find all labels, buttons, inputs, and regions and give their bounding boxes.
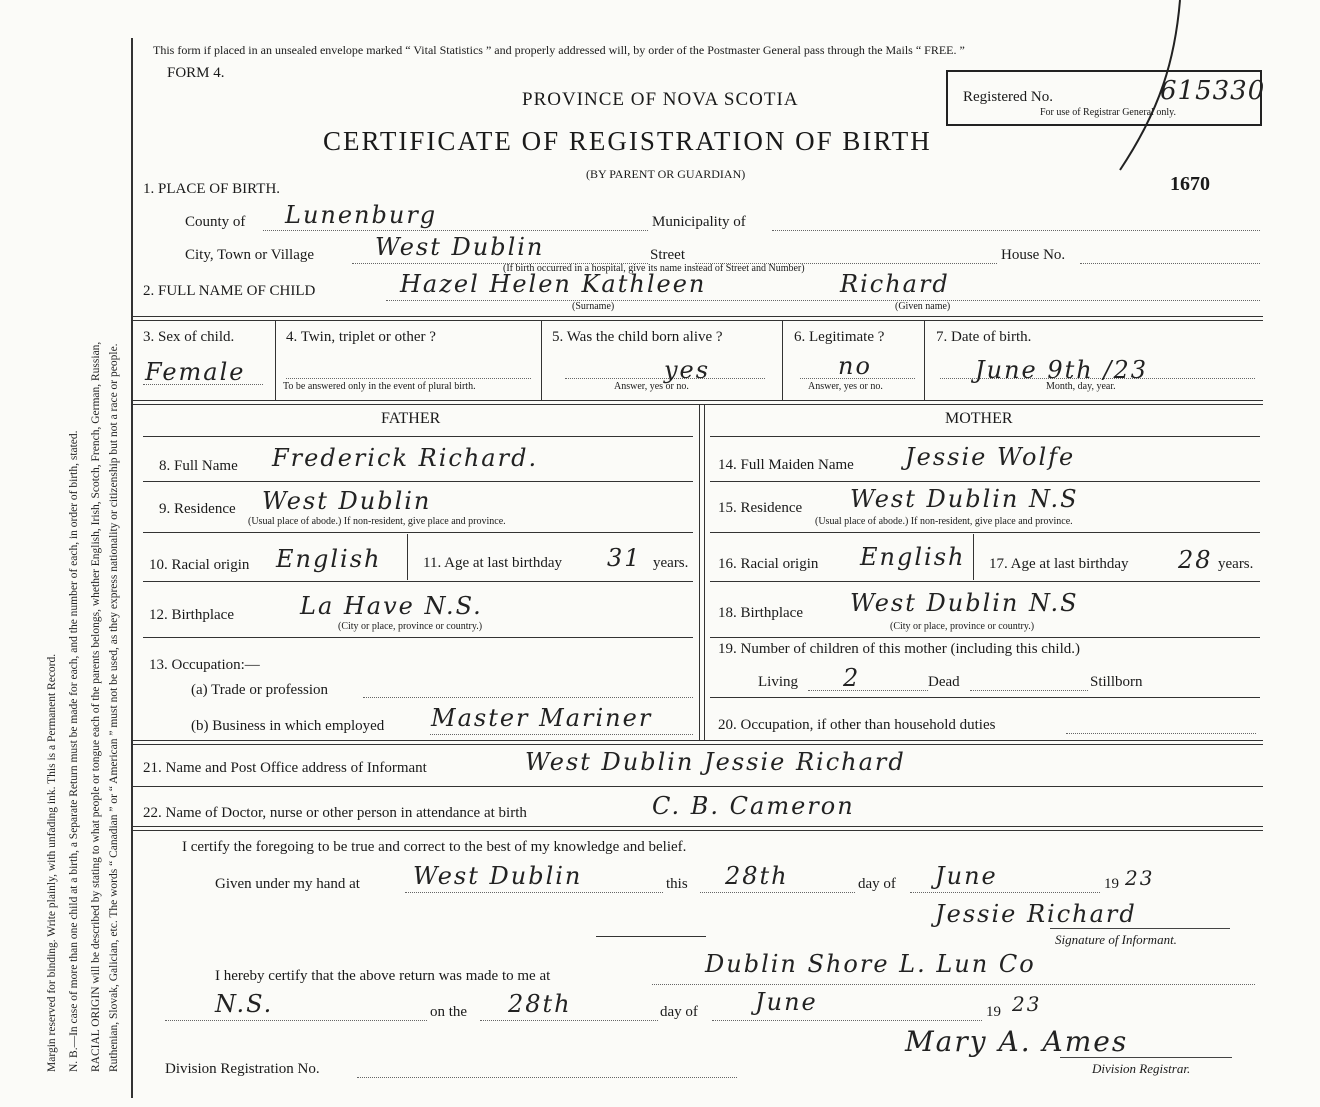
registration-year-prefix: 19 [986,1004,1001,1020]
this-label: this [666,876,688,892]
mother-birthplace-value: West Dublin N.S [850,589,1079,617]
father-residence-label: 9. Residence [159,501,236,517]
legitimate-label: 6. Legitimate ? [794,329,885,345]
mother-name-value: Jessie Wolfe [905,443,1076,471]
trade-label: (a) Trade or profession [191,682,329,698]
mother-heading: MOTHER [945,410,1013,427]
registration-year-value: 23 [1012,992,1042,1016]
dob-label: 7. Date of birth. [936,329,1032,345]
alive-note: Answer, yes or no. [614,381,689,392]
stillborn-label: Stillborn [1090,674,1143,690]
year-prefix: 19 [1104,876,1119,892]
business-value: Master Mariner [431,704,653,732]
mother-residence-label: 15. Residence [718,500,803,516]
legitimate-note: Answer, yes or no. [808,381,883,392]
informant-label: 21. Name and Post Office address of Informant [143,760,427,776]
day-of-label: day of [858,876,896,892]
registration-month-value: June [755,988,818,1016]
business-label: (b) Business in which employed [191,718,385,734]
mother-birthplace-note: (City or place, province or country.) [890,621,1035,632]
given-under-label: Given under my hand at [215,876,360,892]
child-given-names: Hazel Helen Kathleen [400,270,707,298]
margin-note-racial-origin-2: Ruthenian, Slovak, Galician, etc. The words “ Canadian ” or “ American ” must not be used, as they express nationality or citizenship but not a race or people. [108,343,120,1072]
county-value: Lunenburg [285,201,438,229]
mother-occupation-label: 20. Occupation, if other than household duties [718,717,996,733]
municipality-label: Municipality of [652,214,746,230]
dob-value: June 9th /23 [975,356,1148,384]
mail-notice: This form if placed in an unsealed envelope marked “ Vital Statistics ” and properly addressed will, by order of the Postmaster General pass through the Mails “ FREE. ” [153,43,965,57]
twin-note: To be answered only in the event of plural birth. [283,381,476,392]
hereby-certify-text: I hereby certify that the above return was made to me at [215,968,551,984]
father-birthplace-value: La Have N.S. [300,592,483,620]
father-residence-note: (Usual place of abode.) If non-resident, give place and province. [248,516,506,527]
province-heading: PROVINCE OF NOVA SCOTIA [522,89,799,110]
certificate-title: CERTIFICATE OF REGISTRATION OF BIRTH [323,126,932,156]
father-birthplace-label: 12. Birthplace [149,607,234,623]
registrar-note: For use of Registrar General only. [1040,107,1176,118]
surname-caption: (Surname) [572,301,615,312]
father-age-label: 11. Age at last birthday [423,555,562,571]
doctor-label: 22. Name of Doctor, nurse or other person in attendance at birth [143,805,527,821]
child-surname: Richard [840,270,950,298]
street-label: Street [650,247,685,263]
dob-note: Month, day, year. [1046,381,1116,392]
mother-name-label: 14. Full Maiden Name [718,457,854,473]
registration-place-value-2: N.S. [215,990,274,1018]
living-value: 2 [843,664,861,692]
mother-racial-label: 16. Racial origin [718,556,819,572]
alive-label: 5. Was the child born alive ? [552,329,723,345]
pen-stroke [1080,0,1190,200]
mother-residence-value: West Dublin N.S [850,485,1079,513]
county-label: County of [185,214,246,230]
certificate-subtitle: (BY PARENT OR GUARDIAN) [586,167,746,181]
margin-note-plural-birth: N. B.—In case of more than one child at a birth, a Separate Return must be made for each, and the number of each, in order of birth, stated. [68,430,80,1072]
mother-residence-note: (Usual place of abode.) If non-resident, give place and province. [815,516,1073,527]
father-age-unit: years. [653,555,689,571]
dead-label: Dead [928,674,960,690]
city-value: West Dublin [375,233,545,261]
mother-age-label: 17. Age at last birthday [989,556,1129,572]
place-of-birth-label: 1. PLACE OF BIRTH. [143,181,281,197]
margin-note-racial-origin: RACIAL ORIGIN will be described by stating to what people or tongue each of the parents belongs, whether English, Irish, Scotch, French, German, Russian, [90,341,102,1072]
informant-signature: Jessie Richard [935,900,1137,928]
living-label: Living [758,674,798,690]
given-place-value: West Dublin [413,862,583,890]
given-year-value: 23 [1125,866,1155,890]
father-residence-value: West Dublin [262,487,432,515]
doctor-value: C. B. Cameron [652,792,855,820]
house-no-label: House No. [1001,247,1066,263]
registration-day-value: 28th [508,990,572,1018]
on-the-label: on the [430,1004,468,1020]
children-count-label: 19. Number of children of this mother (including this child.) [718,641,1081,657]
city-label: City, Town or Village [185,247,315,263]
sex-value: Female [145,358,246,386]
legitimate-value: no [838,352,872,380]
registrar-signature: Mary A. Ames [905,1025,1129,1058]
given-month-value: June [935,862,998,890]
on-day-of-label: day of [660,1004,698,1020]
corner-mark: 1670 [1170,173,1210,195]
division-registrar-label: Division Registrar. [1092,1061,1191,1076]
mother-racial-value: English [860,543,966,571]
informant-signature-label: Signature of Informant. [1055,932,1177,947]
form-label: FORM 4. [167,65,225,81]
informant-value: West Dublin Jessie Richard [525,748,906,776]
given-name-caption: (Given name) [895,301,951,312]
sex-label: 3. Sex of child. [143,329,235,345]
registered-number: 615330 [1160,76,1266,106]
margin-note-binding: Margin reserved for binding. Write plainly, with unfading ink. This is a Permanent Record. [46,653,58,1072]
mother-age-value: 28 [1178,546,1213,574]
father-name-value: Frederick Richard. [272,444,539,472]
father-age-value: 31 [607,544,642,572]
registration-place-value: Dublin Shore L. Lun Co [705,950,1036,978]
occupation-label: 13. Occupation:— [149,657,260,673]
registered-label: Registered No. [963,89,1053,105]
given-day-value: 28th [725,862,789,890]
father-name-label: 8. Full Name [159,458,238,474]
mother-age-unit: years. [1218,556,1254,572]
father-birthplace-note: (City or place, province or country.) [338,621,483,632]
father-racial-value: English [276,545,382,573]
father-heading: FATHER [381,410,441,427]
certify-text: I certify the foregoing to be true and correct to the best of my knowledge and belief. [182,839,687,855]
alive-value: yes [664,356,711,384]
twin-label: 4. Twin, triplet or other ? [286,329,436,345]
child-name-label: 2. FULL NAME OF CHILD [143,283,316,299]
father-racial-label: 10. Racial origin [149,557,250,573]
mother-birthplace-label: 18. Birthplace [718,605,803,621]
street-note: (If birth occurred in a hospital, give its name instead of Street and Number) [503,263,805,274]
division-registration-no-label: Division Registration No. [165,1061,320,1077]
